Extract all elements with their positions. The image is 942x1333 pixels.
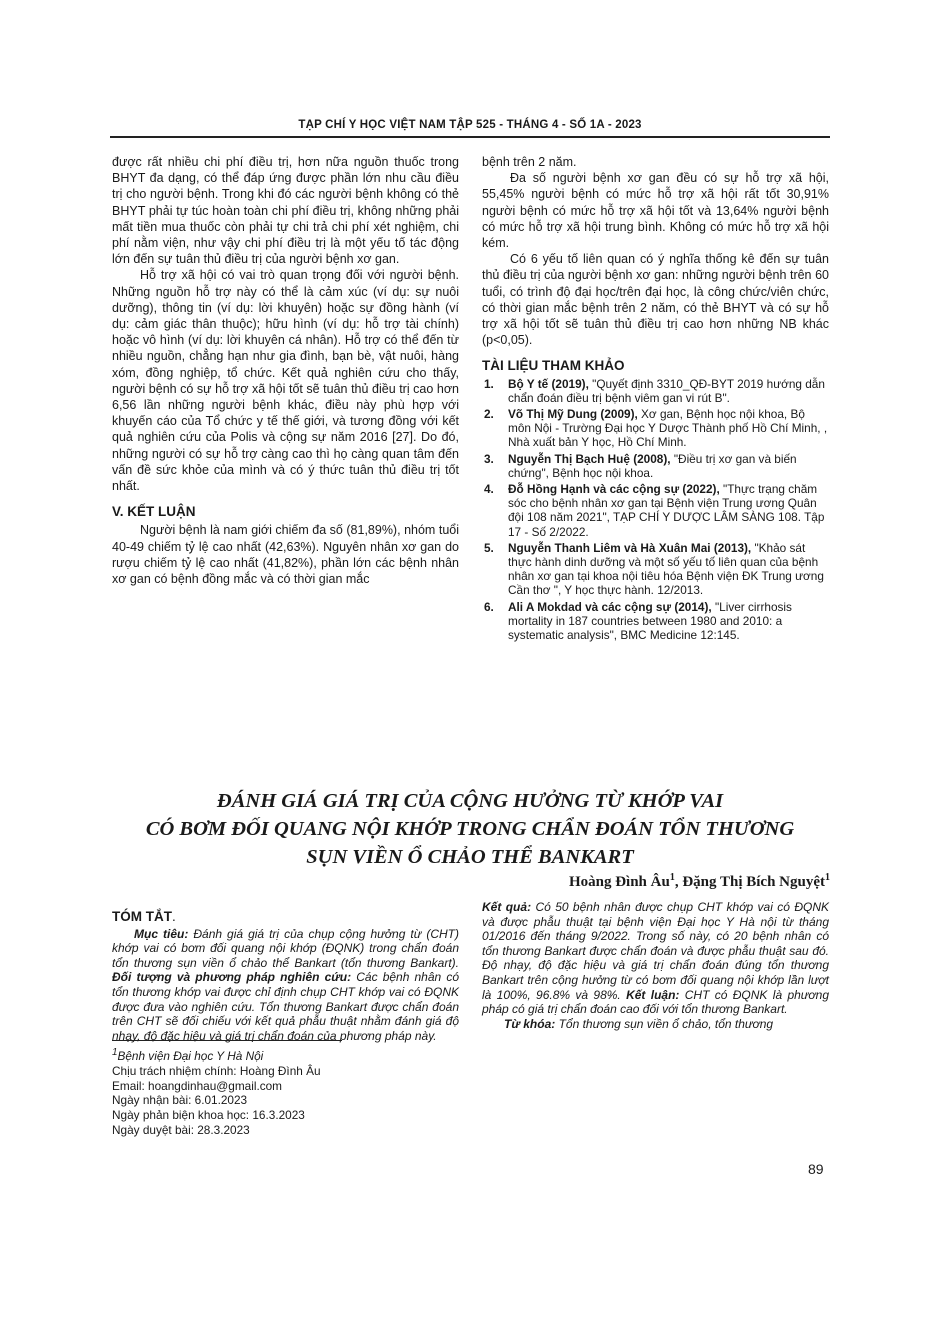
reference-number: 4. <box>484 482 494 497</box>
reference-item <box>482 407 829 450</box>
article-title <box>110 787 830 871</box>
footnote-line: Email: hoangdinhau@gmail.com <box>112 1078 283 1093</box>
conclusion-text: CHT có ĐQNK là phương pháp có giá trị chẩn đoán cao đối với tổn thương Bankart. <box>482 987 830 1017</box>
journal-header: TẠP CHÍ Y HỌC VIỆT NAM TẬP 525 - THÁNG 4 - SỐ 1A - 2023 <box>298 119 642 131</box>
paragraph: Người bệnh là nam giới chiếm đa số (81,89%), nhóm tuổi 40-49 chiếm tỷ lệ cao nhất (42,63%). Nguyên nhân xơ gan do rượu chiếm tỷ lệ cao nhất (41,82%), phần lớn các bệnh nhân xơ gan có bệnh đồng mắc và có thời gian mắc <box>112 523 459 587</box>
reference-number: 6. <box>484 599 494 614</box>
reference-text: "Khảo sát thực hành dinh dưỡng và một số yếu tố liên quan của bệnh nhân xơ gan tại khoa nội tiêu hóa Bệnh viện ĐK Trung ương Cần thơ ", Y học thực hành. 12/2013. <box>508 540 824 598</box>
reference-item <box>482 482 829 539</box>
footnote-rule <box>112 1040 342 1041</box>
reference-number: 5. <box>484 540 494 555</box>
paragraph: Có 6 yếu tố liên quan có ý nghĩa thống kê đến sự tuân thủ điều trị của người bệnh xơ gan: những người bệnh trên 60 tuổi, có trình độ đại học/trên đại học, là công chức/viên chức, có thời gian mắc bệnh trên 2 năm, có thẻ BHYT và có sự hỗ trợ xã hội tốt sẽ tuân thủ điều trị cao hơn những NB khác (p<0,05). <box>482 252 829 348</box>
title-line: SỤN VIỀN Ổ CHẢO THỂ BANKART <box>306 846 634 868</box>
footnote-line: Chịu trách nhiệm chính: Hoàng Đình Âu <box>112 1063 321 1078</box>
reference-item <box>482 377 829 405</box>
paragraph: được rất nhiều chi phí điều trị, hơn nữa nguồn thuốc trong BHYT đa dạng, có thể đáp ứng được phần lớn nhu cầu điều trị cho người bệnh. Trong khi đó các người bệnh không có thẻ BHYT phải tự túc hoàn toàn chi phí điều trị, không những phải mất tiền mua thuốc còn phải tự chi trả chi phí xét nghiệm, chi phí nằm viện, như vậy chi phí điều trị là một yếu tố tác động lớn đến sự tuân thủ điều trị của người bệnh xơ gan. <box>112 155 459 267</box>
header-rule <box>110 136 830 138</box>
reference-author: Nguyễn Thanh Liêm và Hà Xuân Mai (2013), <box>508 540 752 555</box>
footnote-line: Ngày phản biện khoa học: 16.3.2023 <box>112 1108 305 1123</box>
paragraph: Hỗ trợ xã hội có vai trò quan trọng đối với người bệnh. Những nguồn hỗ trợ này có thể là cảm xúc (ví dụ: sự nuôi dưỡng), thông tin (ví dụ: lời khuyên) hoặc sự đồng hành (ví dụ: cảm giác thân thuộc); hữu hình (ví dụ: hỗ trợ tài chính) hoặc vô hình (ví dụ: lời khuyên cá nhân). Hỗ trợ có thể đến từ nhiều nguồn, chẳng hạn như gia đình, bạn bè, vật nuôi, hàng xóm, đồng nghiệp, tổ chức. Kết quả nghiên cứu cho thấy, người bệnh có sự hỗ trợ xã hội tốt sẽ tuân thủ điều trị cao hơn 6,56 lần những người bệnh khác, điều này phù hợp với khuyến cáo của Tổ chức y tế thế giới, và tương đồng với kết quả nghiên cứu của Polis và cộng sự năm 2016 [27]. Do đó, những người có sự hỗ trợ càng cao thì họ càng quan tâm đến vấn đề sức khỏe của mình và có ý thức tuân thủ điều trị tốt nhất. <box>112 268 459 494</box>
author-affiliation-mark: 1 <box>669 872 675 883</box>
footnote-line: Ngày duyệt bài: 28.3.2023 <box>112 1122 250 1137</box>
results-text: Có 50 bệnh nhân được chụp CHT khớp vai có ĐQNK và được phẫu thuật tại bệnh viện Đại học Y Hà nội từ tháng 01/2016 đến tháng 9/2022. Trong số này, có 20 bệnh nhân có tổn thương Bankart được chẩn đoán và được phẫu thuật sau đó. Độ nhạy, độ đặc hiệu và giá trị chẩn đoán đúng tổn thương Bankart trên cộng hưởng từ có bơm đối quang nội khớp lần lượt là 100%, 96.8% và 98%. <box>482 900 829 1002</box>
label-keywords: Từ khóa: <box>504 1016 556 1031</box>
reference-author: Nguyễn Thị Bạch Huệ (2008), <box>508 451 671 466</box>
keywords <box>482 1017 829 1032</box>
footnote-affiliation-text: Bệnh viện Đại học Y Hà Nội <box>117 1048 264 1063</box>
reference-text: "Thực trạng chăm sóc cho bệnh nhân xơ gan tại Bệnh viện Trung ương Quân đội 108 năm 2021", TẠP CHÍ Y DƯỢC LÂM SÀNG 108. Tập 17 - Số 2/2022. <box>508 482 825 539</box>
reference-item <box>482 600 829 643</box>
label-conclusion: Kết luận: <box>626 987 680 1002</box>
reference-author: Võ Thị Mỹ Dung (2009), <box>508 407 638 422</box>
reference-author: Đỗ Hồng Hạnh và các cộng sự (2022), <box>508 482 720 497</box>
page-number: 89 <box>808 1161 824 1177</box>
reference-author: Ali A Mokdad và các cộng sự (2014), <box>508 599 712 614</box>
author-name: Đặng Thị Bích Nguyệt <box>682 874 825 890</box>
reference-text: "Liver cirrhosis mortality in 187 countries between 1980 and 2010: a systematic analysis", BMC Medicine 12:145. <box>508 599 792 643</box>
footnote-line: Ngày nhận bài: 6.01.2023 <box>112 1093 248 1108</box>
abstract-body <box>482 900 829 1017</box>
abstract-heading-text: TÓM TẮT <box>112 909 172 924</box>
reference-item <box>482 541 829 598</box>
section-heading-conclusion: V. KẾT LUẬN <box>112 504 196 520</box>
author-separator: , <box>674 874 683 890</box>
label-objective: Mục tiêu: <box>134 926 189 941</box>
reference-author: Bộ Y tế (2019), <box>508 376 589 391</box>
abstract-heading <box>112 910 459 925</box>
keywords-text: Tổn thương sụn viền ổ chảo, tổn thương <box>555 1016 774 1031</box>
references-heading: TÀI LIỆU THAM KHẢO <box>482 358 625 374</box>
label-methods: Đối tượng và phương pháp nghiên cứu: <box>112 970 352 985</box>
title-line: ĐÁNH GIÁ GIÁ TRỊ CỦA CỘNG HƯỞNG TỪ KHỚP VAI <box>216 790 724 812</box>
reference-text: Xơ gan, Bệnh học nội khoa, Bộ môn Nội - Trường Đại học Y Dược Thành phố Hồ Chí Minh, , Nhà xuất bản Y học, Hồ Chí Minh. <box>508 407 828 450</box>
left-column <box>112 154 459 587</box>
author-line <box>569 872 830 891</box>
author-name: Hoàng Đình Âu <box>568 874 670 890</box>
reference-list <box>482 377 829 643</box>
footnote-mark: 1 <box>112 1047 118 1058</box>
reference-text: "Điều trị xơ gan và biến chứng", Bệnh học nội khoa. <box>508 451 797 480</box>
reference-number: 3. <box>484 451 494 466</box>
author-affiliation-mark: 1 <box>825 872 830 883</box>
reference-item <box>482 452 829 480</box>
abstract-right <box>482 900 829 1031</box>
abstract-heading-dot: . <box>172 909 176 924</box>
title-line: CÓ BƠM ĐỐI QUANG NỘI KHỚP TRONG CHẨN ĐOÁN TỔN THƯƠNG <box>145 818 795 840</box>
footnote-affiliation <box>112 1046 452 1064</box>
reference-text: "Quyết định 3310_QĐ-BYT 2019 hướng dẫn chẩn đoán điều trị bệnh viêm gan vi rút B". <box>508 376 825 405</box>
right-column <box>482 154 829 644</box>
label-results: Kết quả: <box>482 900 532 914</box>
reference-number: 1. <box>484 376 494 391</box>
footnote <box>112 1046 452 1138</box>
paragraph: Đa số người bệnh xơ gan đều có sự hỗ trợ xã hội, 55,45% người bệnh có mức hỗ trợ xã hội rất tốt 30,91% người bệnh có mức hỗ trợ xã hội tốt và 13,64% người bệnh có mức hỗ trợ xã hội trung bình. Không có mức hỗ trợ xã hội kém. <box>482 171 829 251</box>
objective-text: Đánh giá giá trị của chụp cộng hưởng từ (CHT) khớp vai có bơm đối quang nội khớp (ĐQNK) trong chẩn đoán tổn thương sụn viền ổ chảo thể Bankart (tổn thương Bankart). <box>112 926 459 970</box>
paragraph: bệnh trên 2 năm. <box>482 155 577 169</box>
abstract-left <box>112 910 459 1043</box>
methods-text: Các bệnh nhân có tổn thương khớp vai được chỉ định chụp CHT khớp vai có ĐQNK được đưa vào nghiên cứu. Tổn thương Bankart được chẩn đoán trên CHT sẽ đối chiếu với kết quả phẫu thuật nhằm đánh giá độ nhạy, độ đặc hiệu và giá trị chẩn đoán của phương pháp này. <box>112 970 459 1043</box>
reference-number: 2. <box>484 407 494 422</box>
abstract-body <box>112 927 459 1044</box>
